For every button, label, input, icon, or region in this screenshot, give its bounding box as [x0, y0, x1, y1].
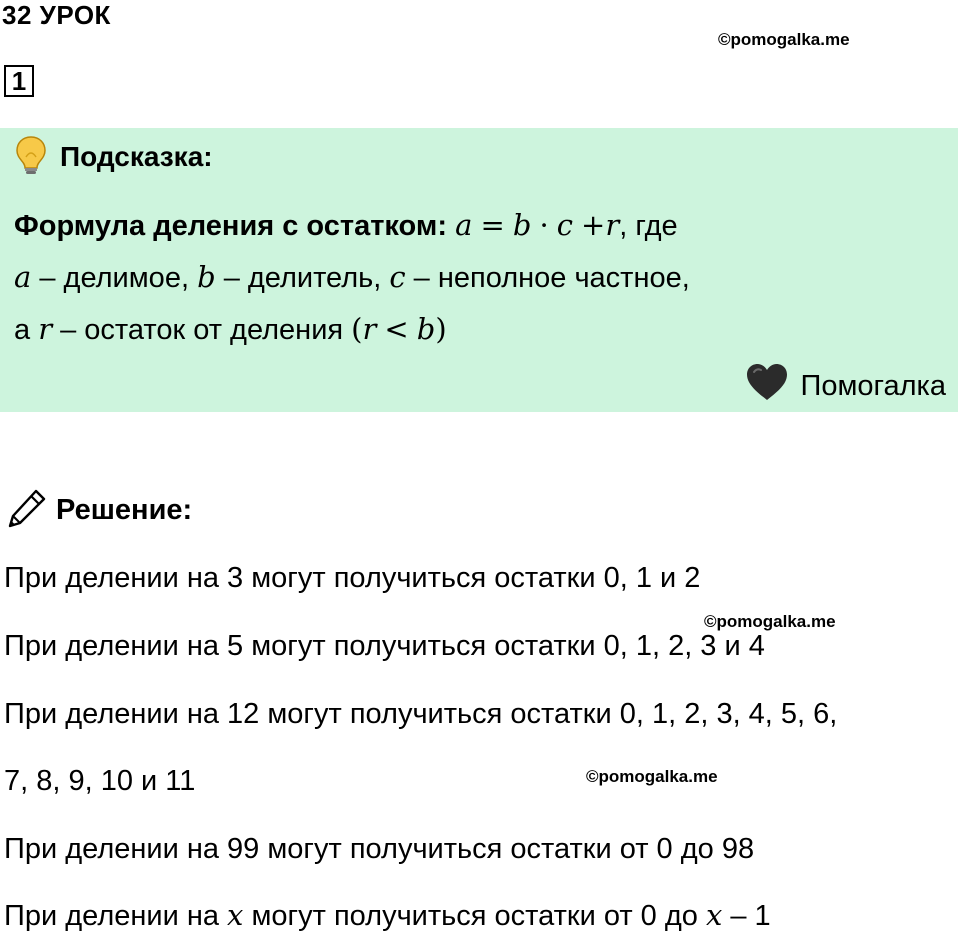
solution-line: При делении на 99 могут получиться остатки от 0 до 98 — [4, 833, 755, 865]
solution-header — [6, 488, 192, 532]
pencil-icon — [6, 487, 48, 534]
less-than-sign: < — [384, 312, 409, 346]
signature — [745, 362, 946, 410]
solution-text: могут получиться остатки от 0 до — [243, 900, 706, 932]
definition-line-2 — [14, 309, 447, 350]
lightbulb-icon — [14, 135, 48, 180]
var-r: r — [38, 312, 53, 346]
var-b: b — [416, 312, 436, 346]
formula-label: Формула деления с остатком: — [14, 210, 448, 242]
var-x: x — [227, 898, 244, 932]
var-a: a — [14, 260, 32, 294]
definition-text: а — [14, 314, 39, 346]
solution-text: При делении на — [4, 900, 228, 932]
solution-line: При делении на 12 могут получиться остатки 0, 1, 2, 3, 4, 5, 6, — [4, 698, 838, 730]
formula-line — [14, 205, 678, 246]
var-r: r — [605, 208, 620, 242]
dot-sign: · — [539, 208, 549, 242]
heart-icon — [745, 362, 789, 410]
var-c: c — [389, 260, 406, 294]
definition-text: – остаток от деления — [52, 314, 352, 346]
solution-line-last — [4, 895, 771, 936]
lesson-title: 32 УРОК — [2, 0, 111, 30]
solution-line: При делении на 3 могут получиться остатки 0, 1 и 2 — [4, 562, 701, 594]
hint-title: Подсказка: — [60, 141, 213, 172]
definition-text: – делитель, — [215, 262, 390, 294]
var-b: b — [512, 208, 532, 242]
equals-sign: = — [480, 208, 505, 242]
watermark: ©pomogalka.me — [586, 767, 718, 786]
definition-line-1 — [14, 257, 690, 298]
var-a: a — [455, 208, 473, 242]
watermark: ©pomogalka.me — [704, 612, 836, 631]
formula-tail: , где — [619, 210, 678, 242]
definition-text: – неполное частное, — [405, 262, 690, 294]
definition-text: – делимое, — [31, 262, 198, 294]
solution-text: – 1 — [722, 900, 771, 932]
signature-text: Помогалка — [800, 369, 946, 402]
paren-open: ( — [351, 312, 363, 346]
var-c: c — [556, 208, 573, 242]
watermark: ©pomogalka.me — [718, 30, 850, 49]
hint-header — [14, 135, 213, 179]
var-b: b — [197, 260, 216, 294]
task-number: 1 — [4, 65, 34, 97]
solution-line: 7, 8, 9, 10 и 11 — [4, 765, 196, 797]
plus-sign: + — [581, 208, 606, 242]
solution-line: При делении на 5 могут получиться остатки 0, 1, 2, 3 и 4 — [4, 630, 765, 662]
solution-title: Решение: — [56, 493, 193, 526]
var-r: r — [362, 312, 377, 346]
var-x: x — [705, 898, 723, 932]
paren-close: ) — [435, 312, 447, 346]
